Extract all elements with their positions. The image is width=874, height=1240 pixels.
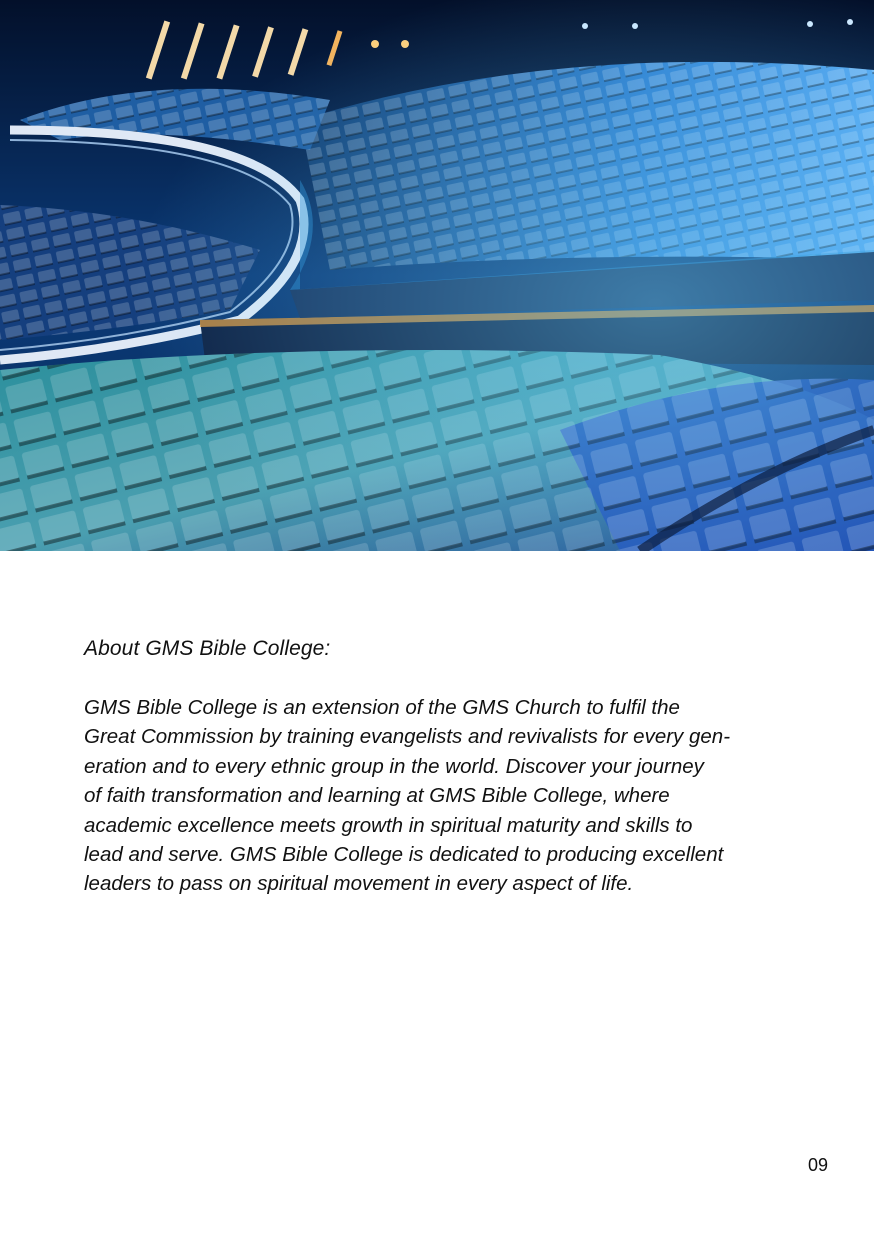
paragraph-line: eration and to every ethnic group in the world. Discover your journey <box>84 754 704 778</box>
about-heading: About GMS Bible College: <box>84 637 331 660</box>
auditorium-illustration <box>0 0 874 551</box>
about-section <box>84 634 814 899</box>
paragraph-line: of faith transformation and learning at GMS Bible College, where <box>84 784 670 808</box>
paragraph-line: academic excellence meets growth in spiritual maturity and skills to <box>84 813 693 837</box>
about-paragraph <box>84 693 814 899</box>
paragraph-line: GMS Bible College is an extension of the GMS Church to fulfil the <box>84 696 680 719</box>
paragraph-line: leaders to pass on spiritual movement in every aspect of life. <box>84 872 634 896</box>
auditorium-photo <box>0 0 874 551</box>
paragraph-line: lead and serve. GMS Bible College is dedicated to producing excellent <box>84 843 724 867</box>
paragraph-line: Great Commission by training evangelists and revivalists for every gen- <box>84 725 731 749</box>
page-number: 09 <box>807 1155 828 1175</box>
